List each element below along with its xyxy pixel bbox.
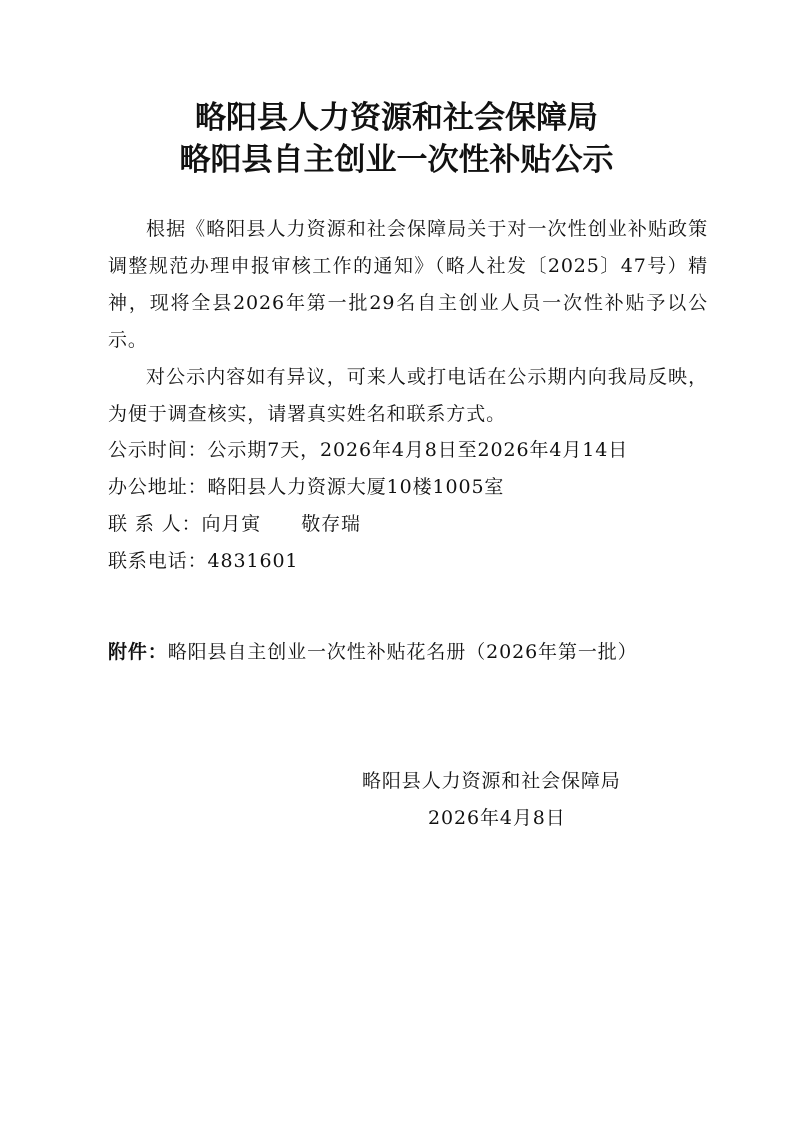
document-title-line2: 略阳县自主创业一次性补贴公示 (179, 142, 614, 178)
paragraph-notice-text: 根据《略阳县人力资源和社会保障局关于对一次性创业补贴政策调整规范办理申报审核工作的通知》（略人社发〔2025〕47号）精神，现将全县2026年第一批29名自主创业人员一次性补贴予以公示。 (108, 218, 708, 351)
paragraph-objection-text: 对公示内容如有异议，可来人或打电话在公示期内向我局反映，为便于调查核实，请署真实姓名和联系方式。 (108, 366, 708, 425)
paragraph-notice (108, 211, 708, 359)
office-address: 办公地址：略阳县人力资源大厦10楼1005室 (108, 476, 505, 498)
signature-organization: 略阳县人力资源和社会保障局 (362, 770, 621, 792)
contact-phone: 联系电话：4831601 (108, 550, 299, 572)
document-title-line1: 略阳县人力资源和社会保障局 (195, 100, 598, 136)
signature-date: 2026年4月8日 (428, 807, 566, 829)
attachment (108, 634, 638, 671)
contact-label: 联 系 人： (108, 513, 202, 535)
attachment-text: 略阳县自主创业一次性补贴花名册（2026年第一批） (167, 641, 638, 663)
contact-person-1: 向月寅 (201, 513, 262, 535)
contact-person-2: 敬存瑞 (301, 513, 361, 535)
attachment-label: 附件： (108, 641, 168, 663)
paragraph-objection (108, 359, 708, 433)
publicity-period: 公示时间：公示期7天，2026年4月8日至2026年4月14日 (108, 439, 629, 461)
contact-persons (108, 506, 361, 543)
